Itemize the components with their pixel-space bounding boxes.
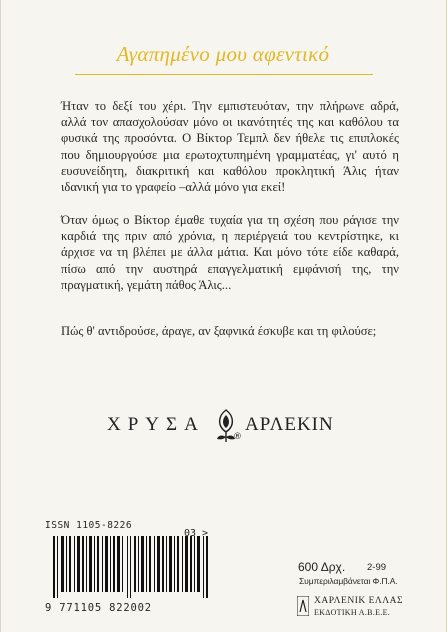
publisher-name: ΧΑΡΛΕΝΙΚ ΕΛΛΑΣ [314,596,404,606]
book-title: Αγαπημένο μου αφεντικό [116,42,330,66]
publisher-logo-icon [297,596,309,616]
series-logo [1,408,447,448]
blurb-paragraph-3: Πώς θ' αντιδρούσε, άραγε, αν ξαφνικά έσκυβε και τη φιλούσε; [61,324,377,338]
vat-note: Συμπεριλαμβάνεται Φ.Π.Α. [299,576,398,586]
blurb-paragraph-2: Όταν όμως ο Βίκτορ έμαθε τυχαία για τη σχέση που ράγισε την καρδιά της πριν από χρόνια, η περιέργειά του κεντρίστηκε, κι άρχισε να τη βλέπει με άλλα μάτια. Και μόνο τότε είδε καθαρά, πίσω από την αυστηρά επαγγελματική εμφάνισή της, την πραγματική, γεμάτη πάθος Άλις... [61,213,399,292]
barcode [53,536,215,598]
title-underline [75,74,373,75]
registered-mark: ® [233,432,242,442]
publisher-subtitle: ΕΚΔΟΤΙΚΗ Α.Β.Ε.Ε. [314,608,391,617]
issn-label: ISSN 1105-8226 [45,520,133,531]
barcode-addon: 03 > [184,528,209,539]
barcode-number: 9 771105 822002 [45,602,152,614]
issue-number: 2-99 [367,562,387,573]
series-name-right: ΑΡΛΕΚΙΝ [245,414,334,435]
blurb-paragraph-1: Ήταν το δεξί του χέρι. Την εμπιστευόταν, την πλήρωνε αδρά, αλλά τον απασχολούσαν μόνο οι ικανότητές της και καθόλου τα φυσικά της προσόντα. Ο Βίκτορ Τεμπλ δεν ήθελε τις επιπλοκές που δημιουργούσε μια ερωτοχτυπημένη γραμματέας, γι' αυτό η ευσυνείδητη, διακριτική και καθόλου προκλητική Άλις ήταν ιδανική για το γραφείο –αλλά μόνο για εκεί! [61,99,399,195]
price: 600 Δρχ. [298,560,346,574]
series-name-left: ΧΡΥΣΑ [107,414,205,435]
